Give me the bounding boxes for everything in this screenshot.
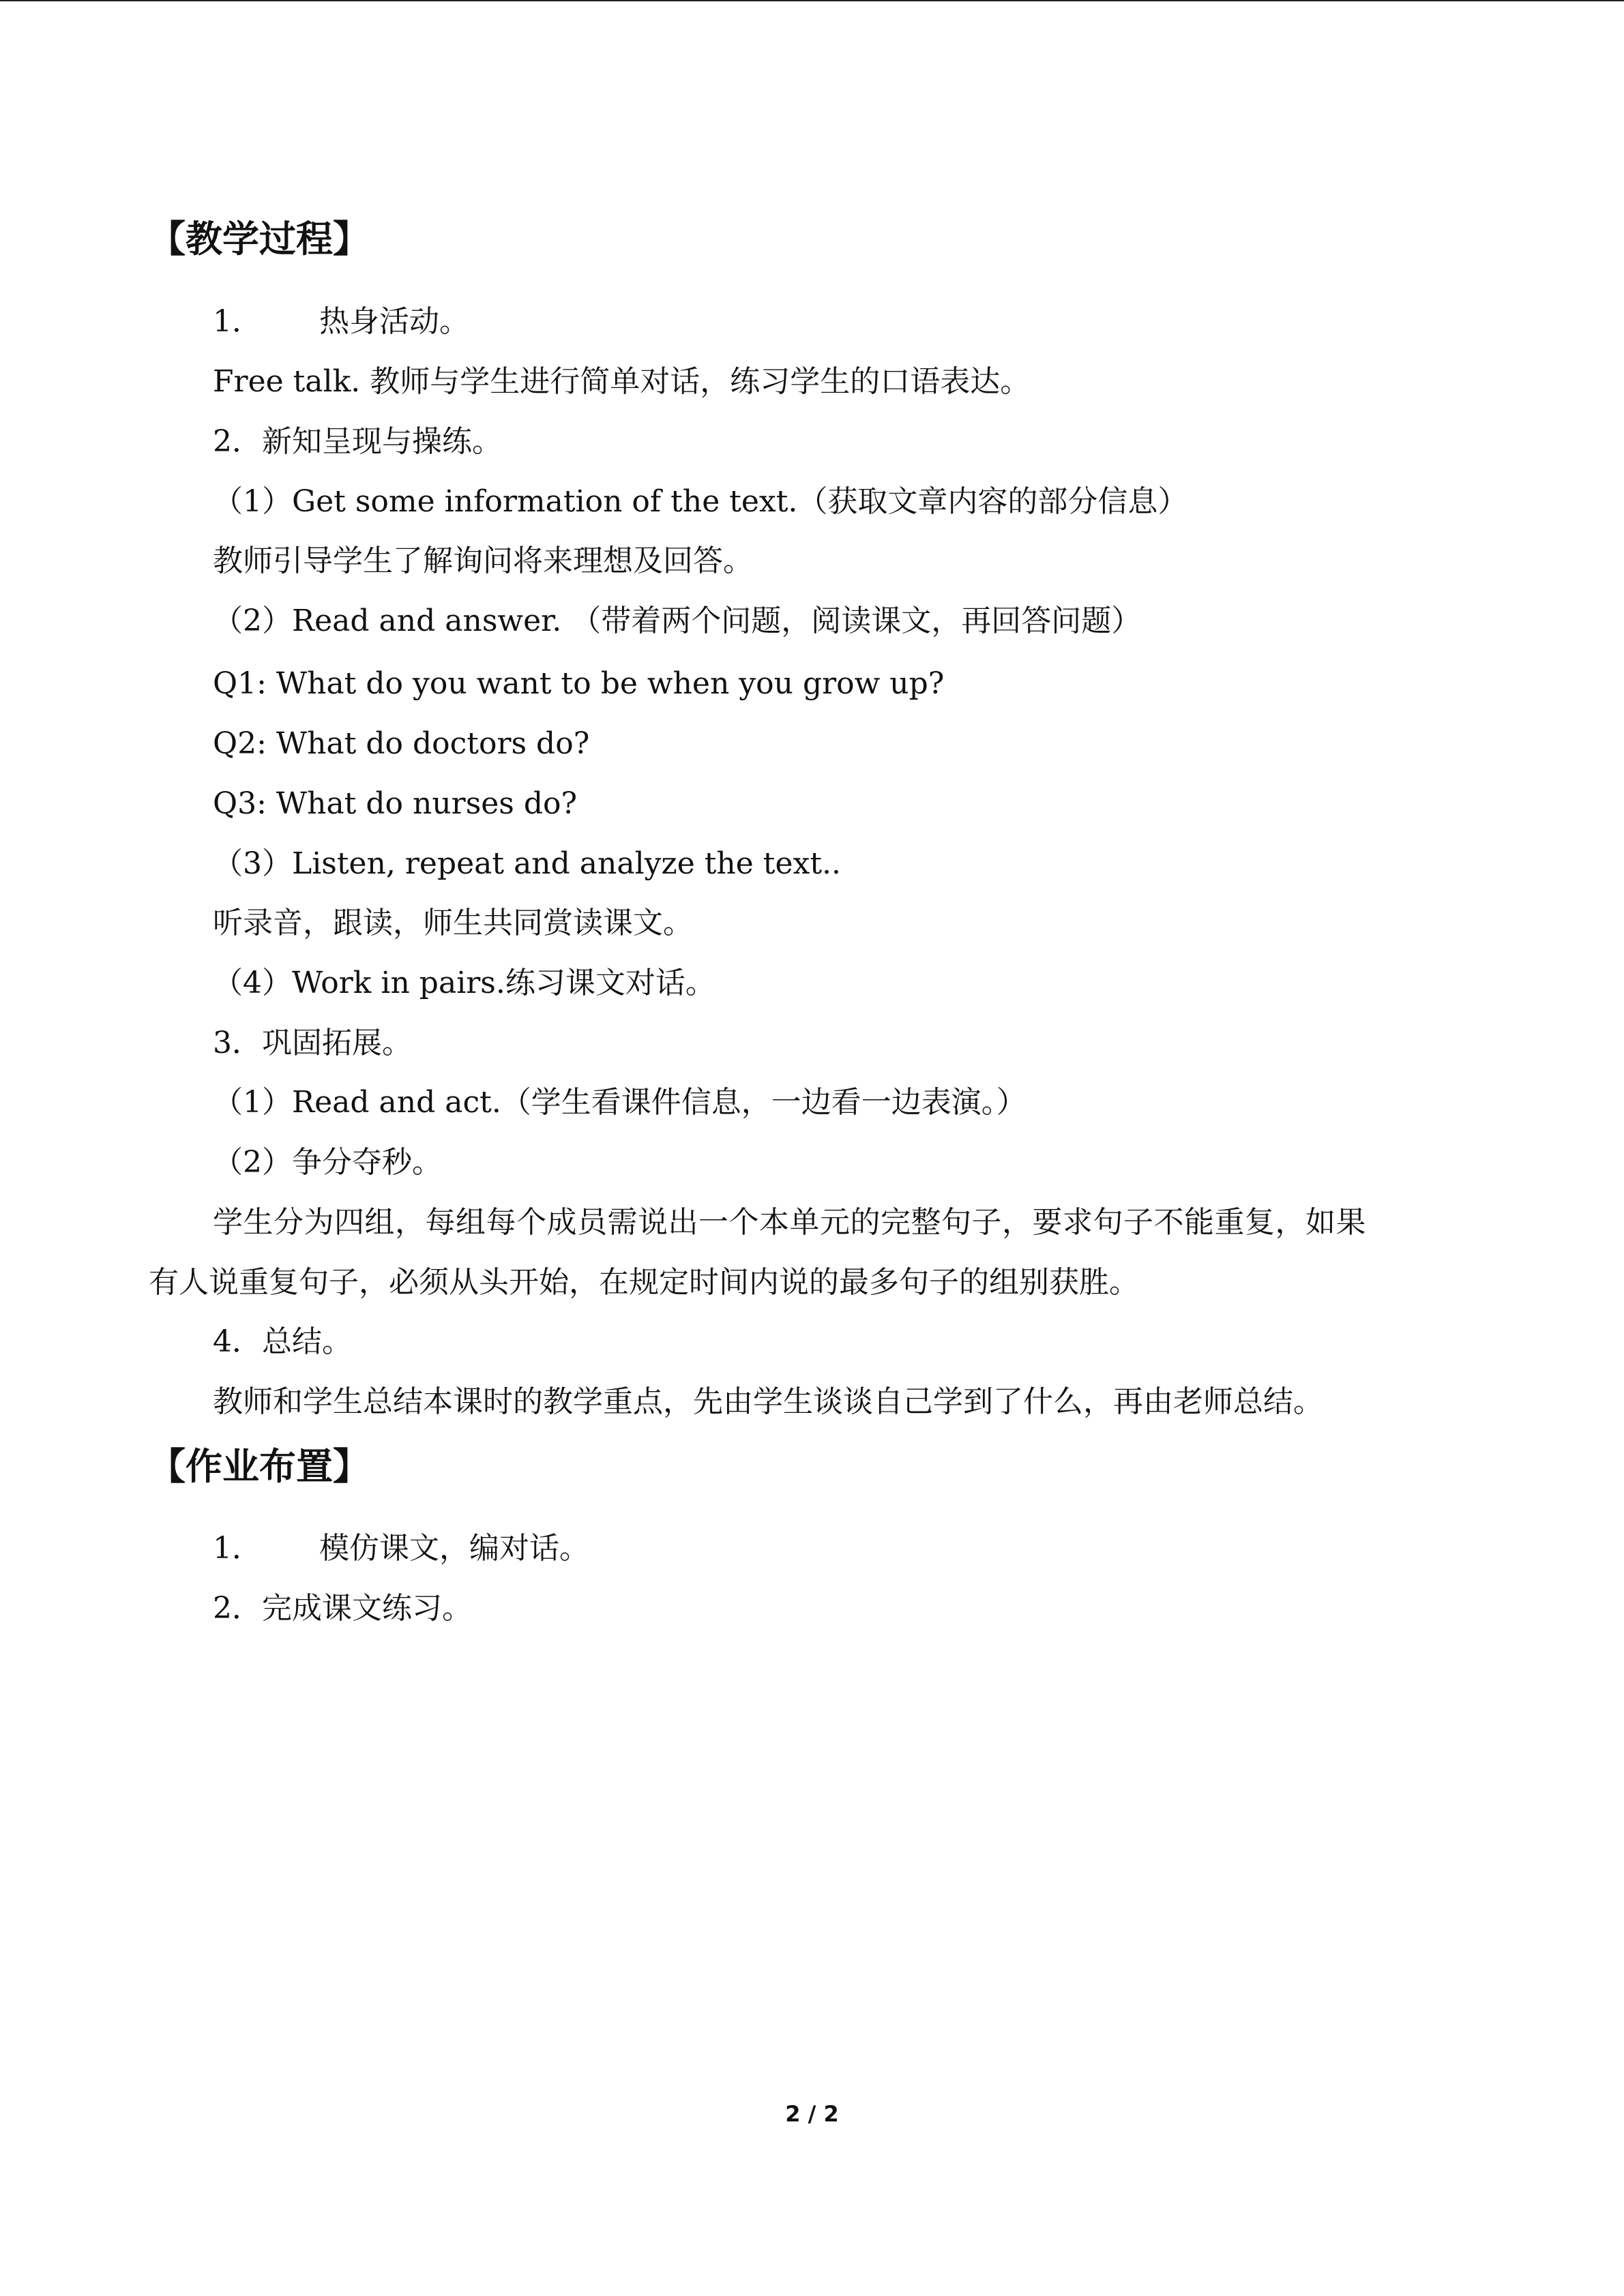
top-border [0,0,1624,1]
free-talk: Free talk. 教师与学生进行简单对话，练习学生的口语表达。 [213,364,1031,399]
step1-text: 热身活动。 [319,304,469,339]
step1-number: 1． [213,304,262,339]
summary-text: 教师和学生总结本课时的教学重点，先由学生谈谈自己学到了什么，再由老师总结。 [213,1384,1323,1419]
step2-heading: 2．新知呈现与操练。 [213,424,502,459]
step4-heading: 4．总结。 [213,1324,352,1359]
step2-item3: （3）Listen, repeat and analyze the text.. [213,846,841,881]
step2-item2: （2）Read and answer. （带着两个问题，阅读课文，再回答问题） [213,603,1142,638]
question-3: Q3: What do nurses do? [213,786,578,821]
step3-heading: 3．巩固拓展。 [213,1026,412,1060]
homework-item1-text: 模仿课文，编对话。 [319,1531,589,1566]
homework-item1-number: 1． [213,1531,262,1566]
step1-warmup [213,303,469,341]
question-1: Q1: What do you want to be when you grow up? [213,666,945,701]
homework-item2: 2．完成课文练习。 [213,1591,472,1626]
page-number: 2 / 2 [785,2101,839,2127]
step2-item1: （1）Get some information of the text.（获取文章内容的部分信息） [213,484,1188,519]
step2-item1-note: 教师引导学生了解询问将来理想及回答。 [213,543,753,578]
step3-item2-desc-line1: 学生分为四组，每组每个成员需说出一个本单元的完整句子，要求句子不能重复，如果 [213,1205,1366,1240]
step2-item3-note: 听录音，跟读，师生共同赏读课文。 [213,906,693,940]
step3-item2-desc-line2: 有人说重复句子，必须从头开始，在规定时间内说的最多句子的组别获胜。 [149,1265,1139,1300]
step3-item1: （1）Read and act.（学生看课件信息，一边看一边表演。） [213,1085,1027,1120]
question-2: Q2: What do doctors do? [213,726,590,761]
homework-item1 [213,1530,589,1568]
homework-heading: 【作业布置】 [149,1445,370,1488]
step2-item4: （4）Work in pairs.练习课文对话。 [213,966,715,1000]
process-heading: 【教学过程】 [149,218,370,260]
step3-item2: （2）争分夺秒。 [213,1145,442,1180]
